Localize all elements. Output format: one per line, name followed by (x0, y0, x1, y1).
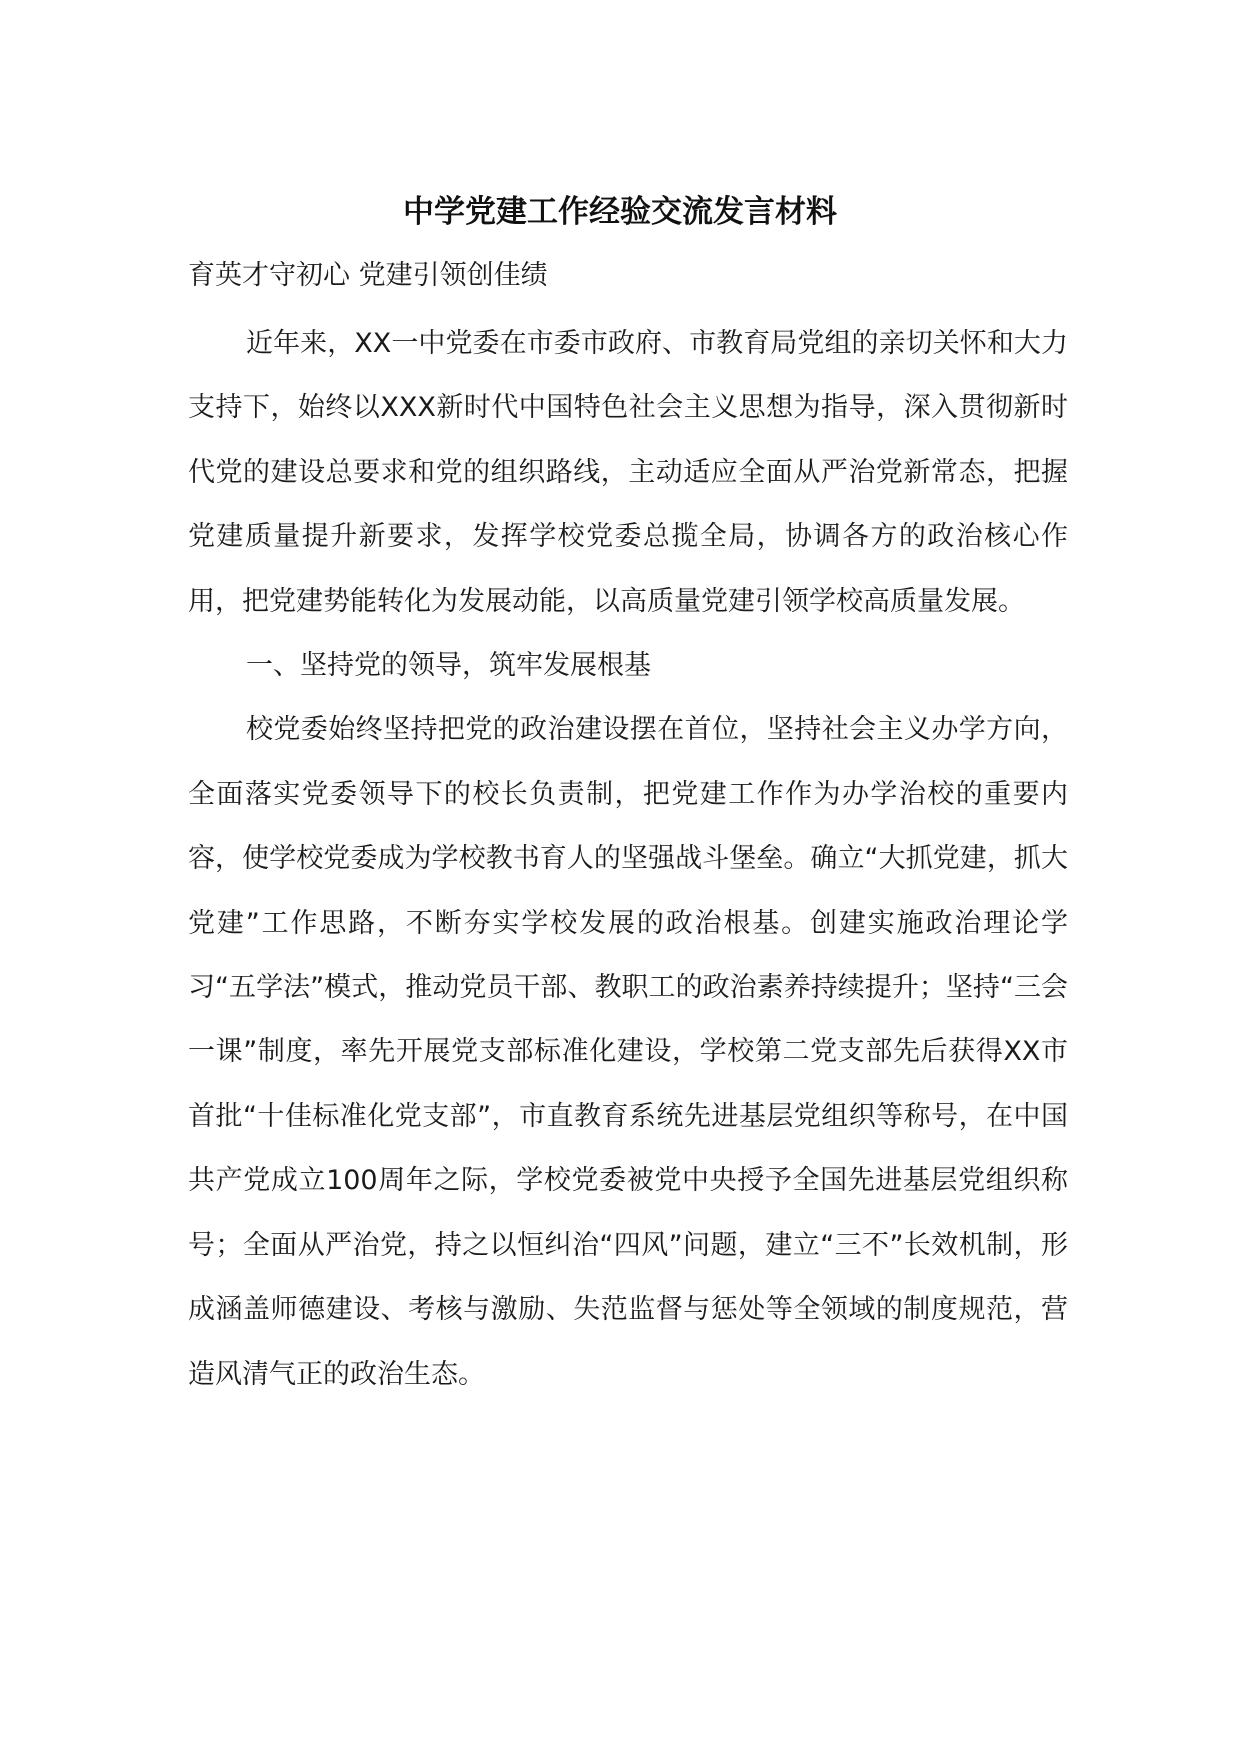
paragraph-intro: 近年来，XX一中党委在市委市政府、市教育局党组的亲切关怀和大力支持下，始终以XXX新时代中国特色社会主义思想为指导，深入贯彻新时代党的建设总要求和党的组织路线，主动适应全面从严治党新常态，把握党建质量提升新要求，发挥学校党委总揽全局，协调各方的政治核心作用，把党建势能转化为发展动能，以高质量党建引领学校高质量发展。 (188, 328, 1068, 617)
section-heading-1: 一、坚持党的领导，筑牢发展根基 (246, 650, 651, 682)
paragraph-section-1: 校党委始终坚持把党的政治建设摆在首位，坚持社会主义办学方向，全面落实党委领导下的校长负责制，把党建工作作为办学治校的重要内容，使学校党委成为学校教书育人的坚强战斗堡垒。确立“大抓党建，抓大党建”工作思路，不断夯实学校发展的政治根基。创建实施政治理论学习“五学法”模式，推动党员干部、教职工的政治素养持续提升；坚持“三会一课”制度，率先开展党支部标准化建设，学校第二党支部先后获得XX市首批“十佳标准化党支部”，市直教育系统先进基层党组织等称号，在中国共产党成立100周年之际，学校党委被党中央授予全国先进基层党组织称号；全面从严治党，持之以恒纠治“四风”问题，建立“三不”长效机制，形成涵盖师德建设、考核与激励、失范监督与惩处等全领域的制度规范，营造风清气正的政治生态。 (188, 714, 1068, 1390)
document-body (188, 312, 1068, 1407)
document-subtitle: 育英才守初心 党建引领创佳绩 (188, 260, 548, 291)
document-title: 中学党建工作经验交流发言材料 (403, 194, 837, 230)
